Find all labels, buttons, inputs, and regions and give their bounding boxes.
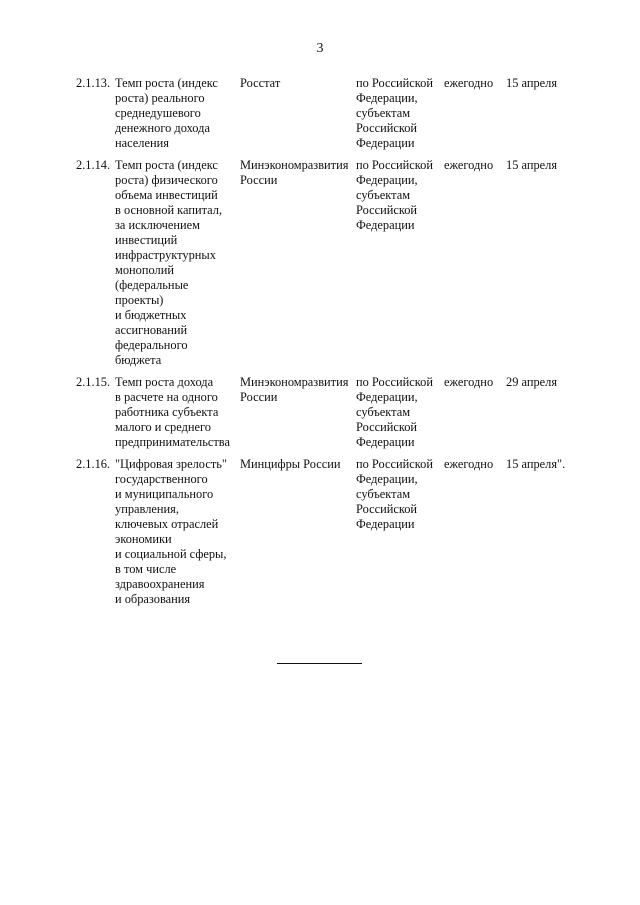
indicator-name-line: и муниципального [115,487,214,501]
submission-date: 29 апреля [506,375,558,389]
territorial-level-line: субъектам [356,405,411,419]
indicator-name-line: экономики [115,532,172,546]
indicator-name-line: населения [115,136,169,150]
responsible-agency [240,375,348,405]
territorial-level-line: Федерации [356,218,415,232]
periodicity: ежегодно [444,76,494,90]
indicator-name-line: в том числе [115,562,177,576]
indicator-name-line: здравоохранения [115,577,205,591]
indicator-name-line: объема инвестиций [115,188,218,202]
indicator-name-line: проекты) [115,293,164,307]
indicator-name-line: среднедушевого [115,106,201,120]
territorial-level-line: Российской [356,420,418,434]
indicator-name-line: малого и среднего [115,420,211,434]
indicator-name-line: "Цифровая зрелость" [115,457,227,471]
submission-date: 15 апреля". [506,457,566,471]
territorial-level-line: Российской [356,203,418,217]
table-row [0,158,640,375]
territorial-level-line: по Российской [356,76,433,90]
territorial-level-line: по Российской [356,375,433,389]
responsible-agency-line: Минэкономразвития [240,375,349,389]
indicator-name-line: работника субъекта [115,405,219,419]
submission-date: 15 апреля [506,76,558,90]
indicator-name-line: инфраструктурных [115,248,216,262]
responsible-agency-line: Минцифры России [240,457,341,471]
table-row [0,457,640,614]
indicator-name-line: и социальной сферы, [115,547,227,561]
indicator-name [115,158,222,368]
territorial-level [356,76,433,151]
indicator-name-line: инвестиций [115,233,178,247]
indicator-name-line: в расчете на одного [115,390,218,404]
indicator-name-line: государственного [115,472,208,486]
indicator-name-line: Темп роста (индекс [115,76,218,90]
table-row [0,375,640,457]
responsible-agency-line: Росстат [240,76,281,90]
periodicity: ежегодно [444,375,494,389]
responsible-agency [240,158,348,188]
territorial-level-line: субъектам [356,106,411,120]
indicator-table [0,76,640,614]
territorial-level-line: по Российской [356,158,433,172]
indicator-name-line: роста) реального [115,91,205,105]
indicator-name [115,375,230,450]
territorial-level-line: Российской [356,502,418,516]
end-of-document-rule [277,663,362,664]
periodicity: ежегодно [444,457,494,471]
responsible-agency [240,76,280,91]
indicator-name-line: в основной капитал, [115,203,223,217]
responsible-agency [240,457,341,472]
indicator-name-line: (федеральные [115,278,189,292]
table-row [0,76,640,158]
submission-date: 15 апреля [506,158,558,172]
indicator-name-line: ключевых отраслей [115,517,219,531]
row-number: 2.1.15. [76,375,111,389]
indicator-name-line: и бюджетных [115,308,187,322]
indicator-name-line: денежного дохода [115,121,210,135]
row-number: 2.1.13. [76,76,111,90]
responsible-agency-line: России [240,173,278,187]
indicator-name-line: роста) физического [115,173,218,187]
territorial-level [356,375,433,450]
responsible-agency-line: Минэкономразвития [240,158,349,172]
indicator-name-line: управления, [115,502,179,516]
row-number: 2.1.16. [76,457,111,471]
indicator-name-line: монополий [115,263,174,277]
indicator-name-line: за исключением [115,218,200,232]
territorial-level-line: Российской [356,121,418,135]
row-number: 2.1.14. [76,158,111,172]
indicator-name [115,76,218,151]
territorial-level [356,158,433,233]
territorial-level [356,457,433,532]
territorial-level-line: Федерации [356,435,415,449]
indicator-name-line: Темп роста дохода [115,375,214,389]
territorial-level-line: Федерации, [356,91,418,105]
indicator-name-line: и образования [115,592,191,606]
page-number: 3 [316,41,324,56]
indicator-name-line: бюджета [115,353,162,367]
indicator-name [115,457,227,607]
territorial-level-line: по Российской [356,457,433,471]
territorial-level-line: Федерации, [356,472,418,486]
indicator-name-line: ассигнований [115,323,188,337]
indicator-name-line: предпринимательства [115,435,230,449]
indicator-name-line: федерального [115,338,188,352]
territorial-level-line: Федерации, [356,173,418,187]
territorial-level-line: субъектам [356,188,411,202]
territorial-level-line: Федерации [356,517,415,531]
periodicity: ежегодно [444,158,494,172]
responsible-agency-line: России [240,390,278,404]
territorial-level-line: субъектам [356,487,411,501]
territorial-level-line: Федерации, [356,390,418,404]
indicator-name-line: Темп роста (индекс [115,158,218,172]
territorial-level-line: Федерации [356,136,415,150]
